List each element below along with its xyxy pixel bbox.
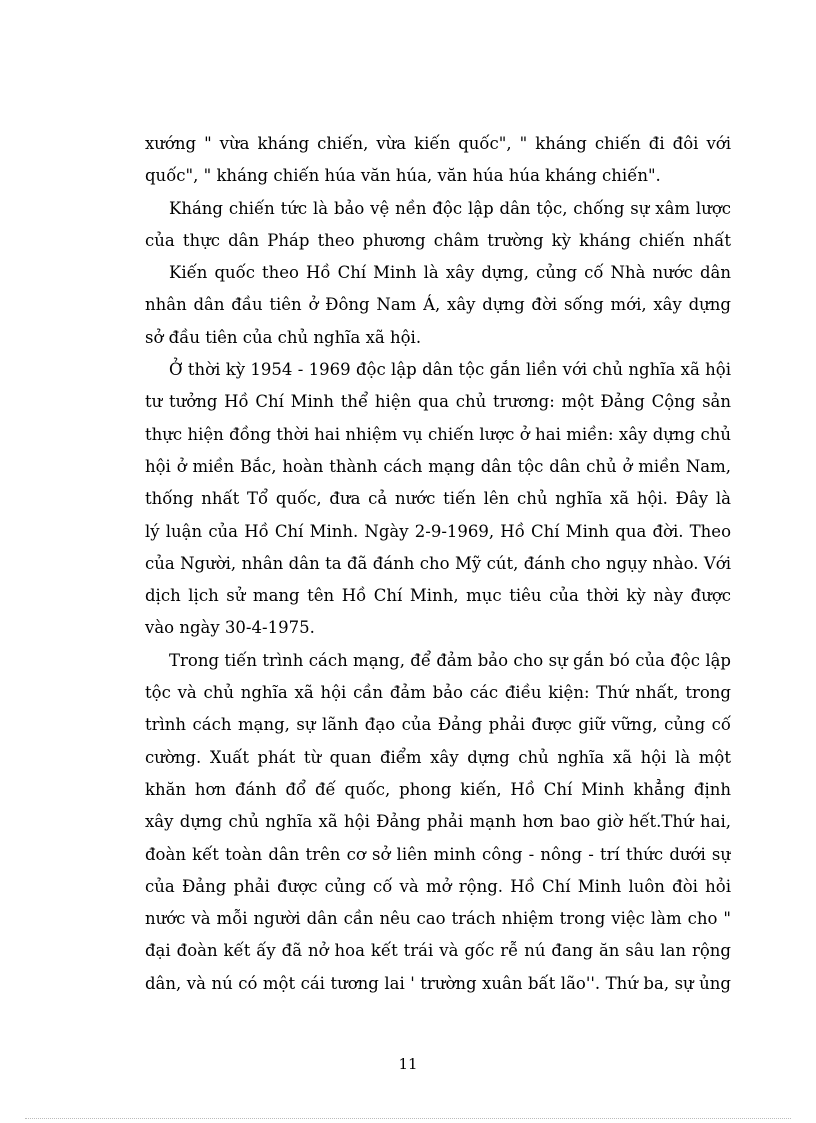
text-line: Kháng chiến tức là bảo vệ nền độc lập dân tộc, chống sự xâm lược <box>169 198 731 218</box>
text-line: của Người, nhân dân ta đã đánh cho Mỹ cút, đánh cho ngụy nhào. Với <box>145 553 731 573</box>
text-line: vào ngày 30-4-1975. <box>145 618 315 638</box>
text-line: đoàn kết toàn dân trên cơ sở liên minh công - nông - trí thức dưới sự <box>145 844 731 864</box>
text-line: Kiến quốc theo Hồ Chí Minh là xây dựng, củng cố Nhà nước dân <box>169 263 731 283</box>
text-line: đại đoàn kết ấy đã nở hoa kết trái và gốc rễ nú đang ăn sâu lan rộng <box>145 941 731 961</box>
text-line: tư tưởng Hồ Chí Minh thể hiện qua chủ trương: một Đảng Cộng sản <box>145 392 731 412</box>
text-line: Ở thời kỳ 1954 - 1969 độc lập dân tộc gắn liền với chủ nghĩa xã hội <box>169 360 731 380</box>
text-line: lý luận của Hồ Chí Minh. Ngày 2-9-1969, Hồ Chí Minh qua đời. Theo <box>145 521 731 541</box>
page-divider <box>25 1118 791 1119</box>
page-number: 11 <box>398 1055 418 1073</box>
text-line: tộc và chủ nghĩa xã hội cần đảm bảo các điều kiện: Thứ nhất, trong <box>145 683 731 703</box>
text-line: hội ở miền Bắc, hoàn thành cách mạng dân tộc dân chủ ở miền Nam, <box>145 456 731 476</box>
text-line: xướng " vừa kháng chiến, vừa kiến quốc", " kháng chiến đi đôi với <box>145 134 731 153</box>
text-line: xây dựng chủ nghĩa xã hội Đảng phải mạnh hơn bao giờ hết.Thứ hai, <box>145 812 731 832</box>
text-line: dân, và nú có một cái tương lai ' trường xuân bất lão''. Thứ ba, sự ủng <box>145 973 731 993</box>
text-line: nước và mỗi người dân cần nêu cao trách nhiệm trong việc làm cho " <box>145 909 731 929</box>
text-line: của Đảng phải được củng cố và mở rộng. Hồ Chí Minh luôn đòi hỏi <box>145 876 731 896</box>
text-line: nhân dân đầu tiên ở Đông Nam Á, xây dựng đời sống mới, xây dựng <box>145 295 731 315</box>
text-line: trình cách mạng, sự lãnh đạo của Đảng phải được giữ vững, củng cố <box>145 715 731 735</box>
body-text <box>145 128 731 1000</box>
text-line: quốc", " kháng chiến húa văn húa, văn húa húa kháng chiến". <box>145 166 661 186</box>
text-line: Trong tiến trình cách mạng, để đảm bảo cho sự gắn bó của độc lập <box>169 650 731 670</box>
text-line: thực hiện đồng thời hai nhiệm vụ chiến lược ở hai miền: xây dựng chủ <box>145 424 731 444</box>
text-line: của thực dân Pháp theo phương châm trường kỳ kháng chiến nhất <box>145 230 731 250</box>
text-line: dịch lịch sử mang tên Hồ Chí Minh, mục tiêu của thời kỳ này được <box>145 586 731 606</box>
text-line: khăn hơn đánh đổ đế quốc, phong kiến, Hồ Chí Minh khẳng định <box>145 779 731 799</box>
text-line: thống nhất Tổ quốc, đưa cả nước tiến lên chủ nghĩa xã hội. Đây là <box>145 489 731 509</box>
text-line: sở đầu tiên của chủ nghĩa xã hội. <box>145 327 422 347</box>
text-line: cường. Xuất phát từ quan điểm xây dựng chủ nghĩa xã hội là một <box>145 747 731 767</box>
